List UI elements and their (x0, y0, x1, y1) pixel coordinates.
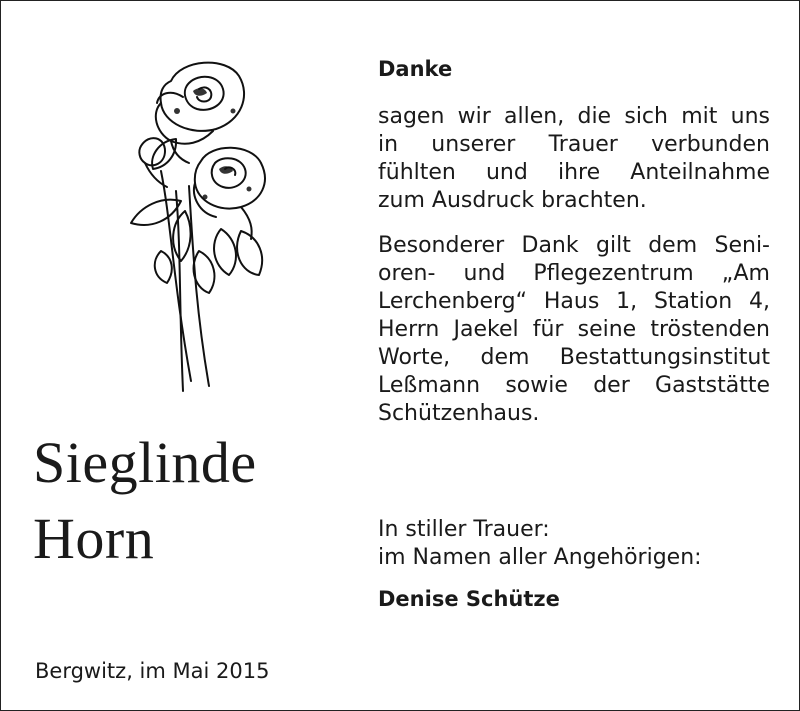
thanks-paragraph (378, 103, 770, 215)
paragraph-line: fühlten und ihre Anteilnahme (378, 160, 770, 185)
closing-line: In stiller Trauer: (378, 517, 550, 542)
deceased-first-name: Sieglinde (33, 430, 257, 495)
paragraph-line: Lerchenberg“ Haus 1, Station 4, (378, 289, 770, 314)
paragraph-line: sagen wir allen, die sich mit uns (378, 104, 770, 129)
paragraph-line: Schützenhaus. (378, 401, 540, 426)
closing-block (378, 516, 770, 572)
paragraph-line: oren- und Pflegezentrum „Am (378, 261, 770, 286)
deceased-last-name: Horn (33, 506, 155, 571)
place-date: Bergwitz, im Mai 2015 (35, 659, 270, 683)
signer-name: Denise Schütze (378, 587, 560, 611)
closing-line: im Namen aller Angehörigen: (378, 545, 702, 570)
paragraph-line: Besonderer Dank gilt dem Seni- (378, 233, 770, 258)
roses-illustration-icon (101, 51, 276, 396)
paragraph-line: Herrn Jaekel für seine tröstenden (378, 317, 770, 342)
paragraph-line: Leßmann sowie der Gaststätte (378, 373, 770, 398)
paragraph-line: Worte, dem Bestattungsinstitut (378, 345, 770, 370)
paragraph-line: zum Ausdruck brachten. (378, 188, 647, 213)
special-thanks-paragraph (378, 232, 770, 428)
paragraph-line: in unserer Trauer verbunden (378, 132, 770, 157)
heading-danke: Danke (378, 57, 453, 81)
